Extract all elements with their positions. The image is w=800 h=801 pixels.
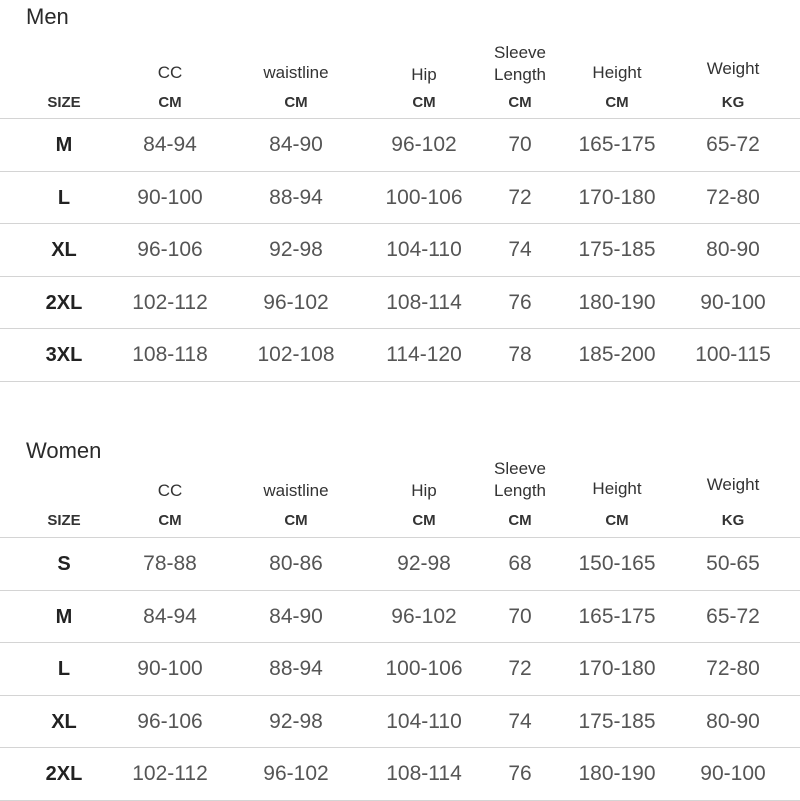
measure-cell: 108-114 [386,762,462,785]
measure-cell: 84-90 [269,133,323,156]
col-label-text: waistline [263,481,329,500]
women-col-label [592,478,641,500]
table-row [0,642,800,695]
measure-cell: 175-185 [578,238,656,261]
measure-cell: 96-106 [137,238,203,261]
measure-cell: 92-98 [397,552,451,575]
col-label-text: Hip [411,481,437,500]
col-label-text: Sleeve Length [494,43,546,84]
measure-cell: 72 [508,185,532,209]
men-col-unit: CM [158,94,182,111]
measure-cell: 114-120 [386,343,462,366]
measure-cell: 100-106 [385,185,463,209]
measure-cell: 88-94 [269,185,323,209]
measure-cell: 80-90 [706,709,760,733]
col-label-text: Weight [706,59,760,78]
measure-cell: 70 [508,604,532,628]
women-col-unit: KG [721,512,745,529]
col-label-text: Sleeve Length [494,459,546,500]
women-col-label [263,480,328,502]
men-col-unit: KG [721,94,745,111]
measure-cell: 92-98 [269,238,323,261]
measure-cell: 108-118 [132,343,208,366]
men-col-unit: CM [605,94,629,111]
women-col-unit: CM [284,512,308,529]
col-label-text: Hip [411,65,437,84]
men-col-unit: CM [508,94,532,111]
men-col-unit: SIZE [47,94,81,111]
measure-cell: 170-180 [578,185,656,209]
measure-cell: 72 [508,657,532,680]
measure-cell: 80-86 [269,552,323,575]
measure-cell: 108-114 [386,290,462,314]
measure-cell: 74 [508,238,532,261]
measure-cell: 78 [508,343,532,366]
measure-cell: 92-98 [269,709,323,733]
measure-cell: 76 [508,290,532,314]
size-cell: 3XL [45,344,83,366]
measure-cell: 96-106 [137,709,203,733]
measure-cell: 102-108 [257,343,335,366]
col-label-text: Height [592,479,642,498]
measure-cell: 78-88 [143,552,197,575]
measure-cell: 102-112 [132,290,208,314]
women-col-label [480,458,560,502]
measure-cell: 74 [508,709,532,733]
size-cell: XL [51,239,77,261]
women-col-label [707,474,760,496]
measure-cell: 72-80 [706,185,760,209]
col-label-text: CC [157,481,183,500]
col-label-text: CC [157,63,183,82]
size-cell: L [57,186,71,209]
measure-cell: 170-180 [578,657,656,680]
table-row [0,537,800,590]
measure-cell: 96-102 [391,133,457,156]
women-title: Women [26,438,102,463]
men-col-unit: CM [412,94,436,111]
measure-cell: 90-100 [700,290,766,314]
women-col-unit: SIZE [47,512,81,529]
women-col-label [411,480,437,502]
size-cell: S [57,553,71,575]
measure-cell: 84-90 [269,604,323,628]
measure-cell: 96-102 [263,290,329,314]
women-col-unit: CM [605,512,629,529]
col-label-text: waistline [263,63,329,82]
measure-cell: 96-102 [391,604,457,628]
women-col-unit: CM [158,512,182,529]
measure-cell: 65-72 [706,604,760,628]
measure-cell: 65-72 [706,133,760,156]
measure-cell: 180-190 [578,762,656,785]
size-cell: XL [51,710,77,733]
measure-cell: 88-94 [269,657,323,680]
col-label-text: Weight [706,475,760,494]
table-row [0,747,800,801]
measure-cell: 100-106 [385,657,463,680]
measure-cell: 185-200 [578,343,656,366]
measure-cell: 165-175 [578,604,656,628]
measure-cell: 165-175 [578,133,656,156]
measure-cell: 96-102 [263,762,329,785]
measure-cell: 84-94 [143,604,197,628]
measure-cell: 72-80 [706,657,760,680]
table-row [0,590,800,643]
measure-cell: 90-100 [137,657,203,680]
measure-cell: 70 [508,133,532,156]
men-title: Men [26,4,69,29]
size-cell: M [55,605,73,628]
measure-cell: 100-115 [695,343,771,366]
measure-cell: 68 [508,552,532,575]
measure-cell: 104-110 [386,238,462,261]
measure-cell: 180-190 [578,290,656,314]
size-cell: M [55,134,73,156]
size-cell: 2XL [45,291,83,314]
women-col-unit: CM [508,512,532,529]
women-col-unit: CM [412,512,436,529]
measure-cell: 104-110 [386,709,462,733]
size-cell: L [57,658,71,680]
measure-cell: 90-100 [700,762,766,785]
men-col-unit: CM [284,94,308,111]
measure-cell: 76 [508,762,532,785]
measure-cell: 150-165 [578,552,656,575]
women-col-label [158,480,183,502]
table-row [0,695,800,748]
measure-cell: 90-100 [137,185,203,209]
measure-cell: 50-65 [706,552,760,575]
col-label-text: Height [592,63,642,82]
measure-cell: 102-112 [132,762,208,785]
size-cell: 2XL [45,763,83,785]
measure-cell: 80-90 [706,238,760,261]
measure-cell: 84-94 [143,133,197,156]
measure-cell: 175-185 [578,709,656,733]
